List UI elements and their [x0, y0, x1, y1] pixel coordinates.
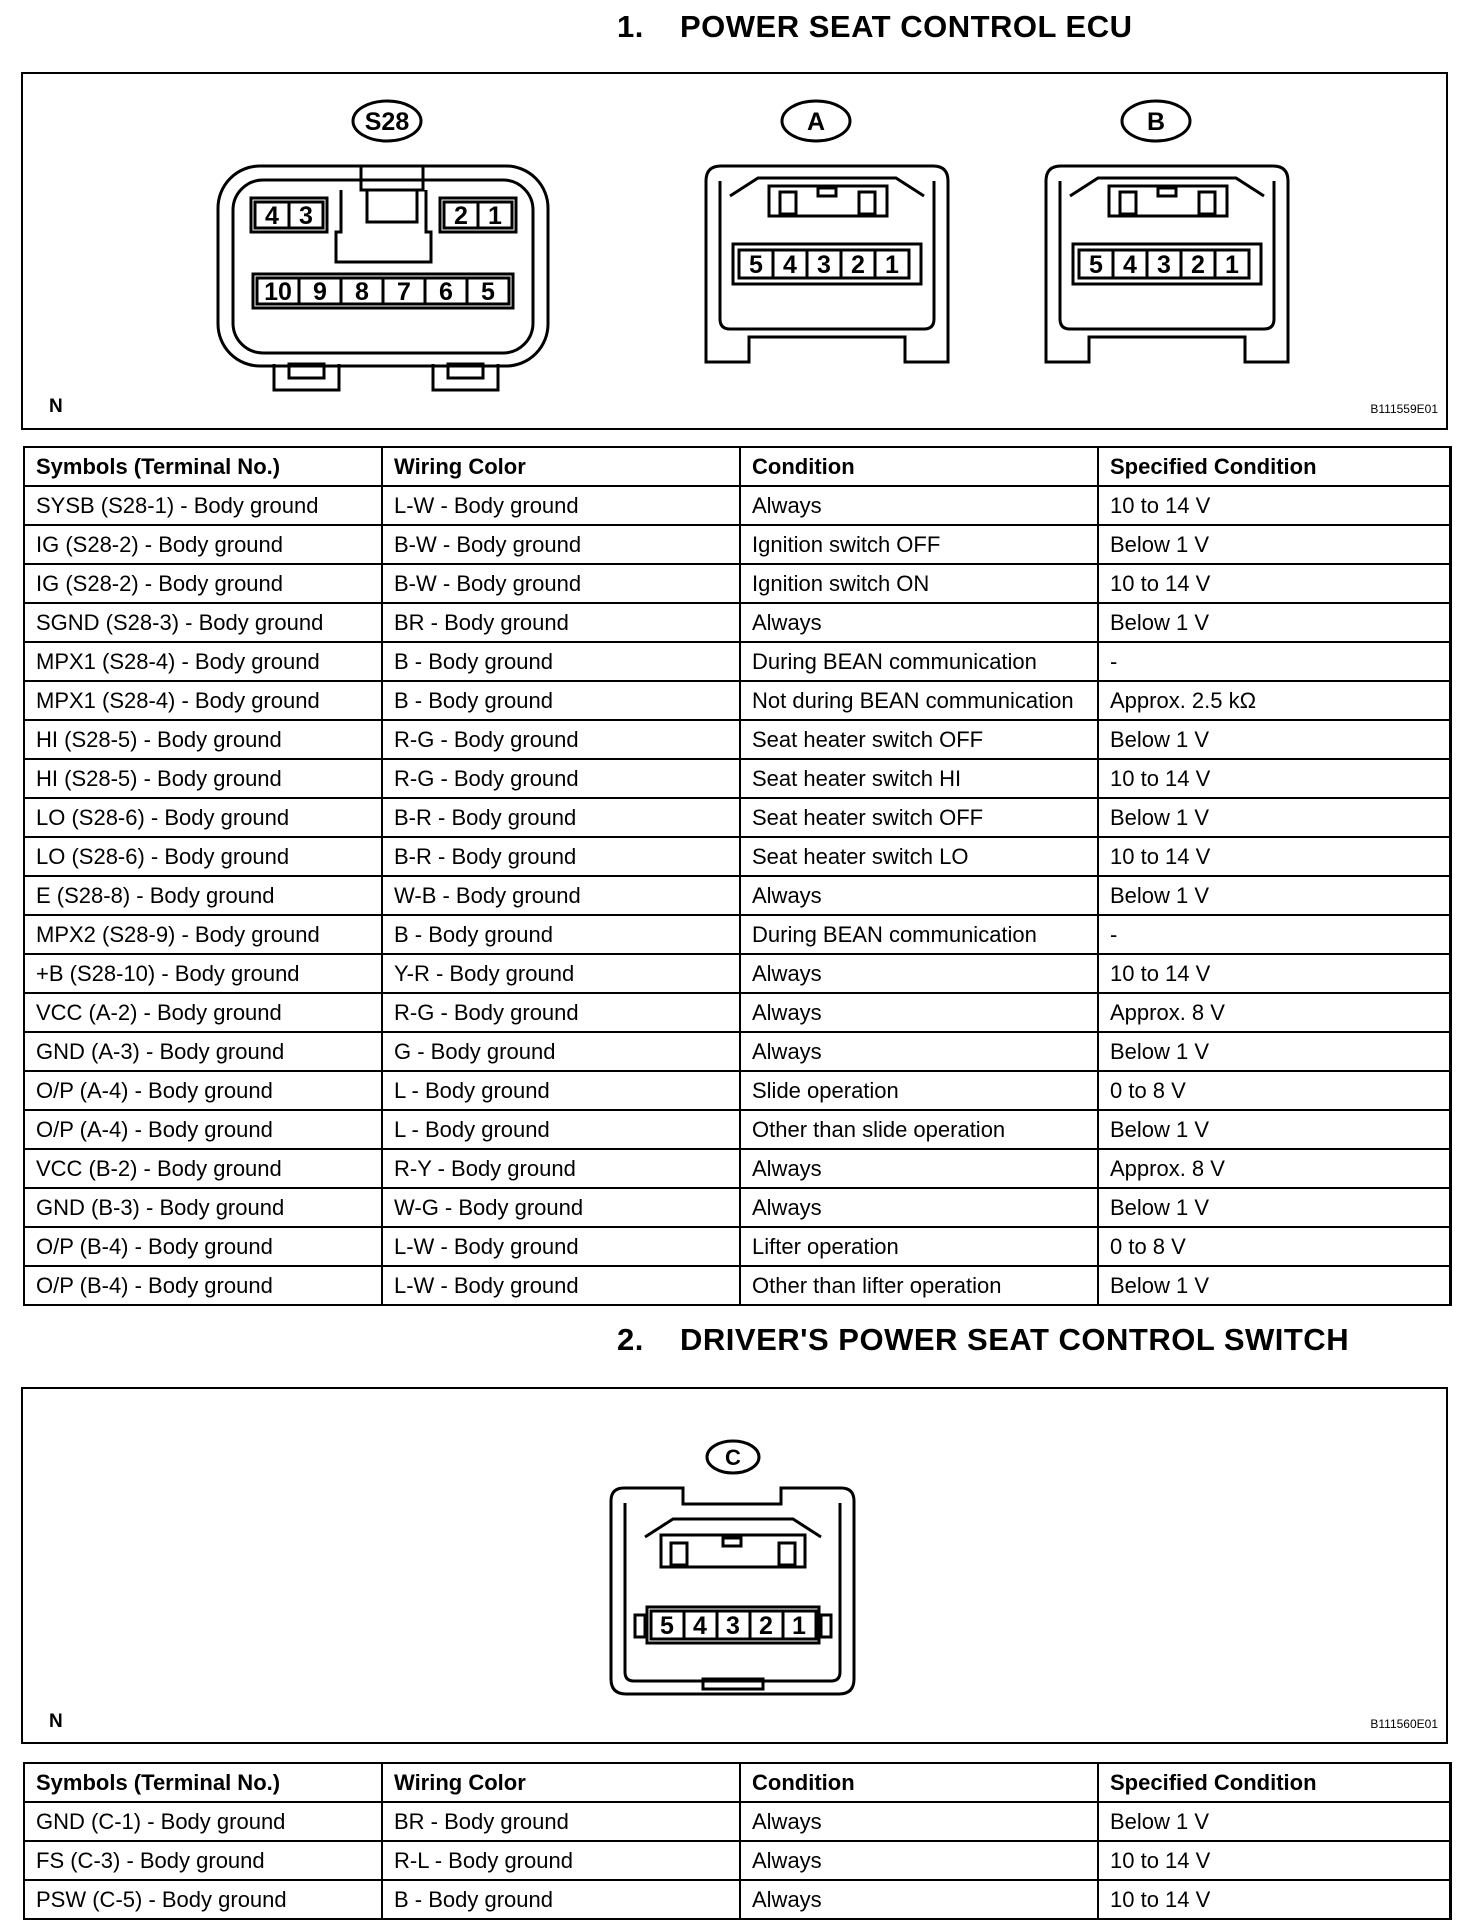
column-header: Condition [740, 1763, 1098, 1802]
table-row [24, 876, 1450, 915]
connector-s28-label: S28 [364, 108, 410, 136]
table-row [24, 759, 1450, 798]
wiring-color-cell: L - Body ground [382, 1110, 740, 1149]
connector-b-pin: 2 [1191, 251, 1205, 279]
specified-condition-cell: Below 1 V [1098, 1110, 1450, 1149]
symbol-cell: O/P (A-4) - Body ground [24, 1071, 382, 1110]
orientation-mark: N [49, 396, 63, 417]
condition-cell: Ignition switch OFF [740, 525, 1098, 564]
condition-cell: Not during BEAN communication [740, 681, 1098, 720]
table-row [24, 993, 1450, 1032]
column-header: Symbols (Terminal No.) [24, 447, 382, 486]
table-row [24, 681, 1450, 720]
connector-s28-pin: 8 [355, 278, 369, 306]
specified-condition-cell: Below 1 V [1098, 876, 1450, 915]
wiring-color-cell: BR - Body ground [382, 603, 740, 642]
wiring-color-cell: L-W - Body ground [382, 1227, 740, 1266]
connector-diagram-ecu-drawing [23, 74, 1450, 432]
condition-cell: Always [740, 1032, 1098, 1071]
figure-id: B111560E01 [1370, 1717, 1438, 1731]
connector-s28-pin: 2 [454, 202, 468, 230]
condition-cell: Seat heater switch OFF [740, 720, 1098, 759]
connector-diagram-ecu [21, 72, 1448, 430]
switch-terminal-table [23, 1762, 1452, 1920]
specified-condition-cell: Approx. 8 V [1098, 1149, 1450, 1188]
condition-cell: Always [740, 954, 1098, 993]
connector-b-pin: 4 [1123, 251, 1137, 279]
wiring-color-cell: R-G - Body ground [382, 993, 740, 1032]
symbol-cell: O/P (B-4) - Body ground [24, 1266, 382, 1305]
connector-s28-pin: 1 [488, 202, 502, 230]
connector-c-pin: 3 [726, 1612, 740, 1640]
specified-condition-cell: 0 to 8 V [1098, 1227, 1450, 1266]
symbol-cell: HI (S28-5) - Body ground [24, 759, 382, 798]
section-2-number: 2. [617, 1322, 644, 1357]
symbol-cell: MPX1 (S28-4) - Body ground [24, 681, 382, 720]
condition-cell: Other than lifter operation [740, 1266, 1098, 1305]
wiring-color-cell: R-L - Body ground [382, 1841, 740, 1880]
wiring-color-cell: W-G - Body ground [382, 1188, 740, 1227]
table-row [24, 1149, 1450, 1188]
specified-condition-cell: 10 to 14 V [1098, 486, 1450, 525]
symbol-cell: IG (S28-2) - Body ground [24, 525, 382, 564]
table-row [24, 1071, 1450, 1110]
table-row [24, 1188, 1450, 1227]
symbol-cell: SGND (S28-3) - Body ground [24, 603, 382, 642]
specified-condition-cell: 10 to 14 V [1098, 837, 1450, 876]
specified-condition-cell: Approx. 2.5 kΩ [1098, 681, 1450, 720]
table-row [24, 720, 1450, 759]
wiring-color-cell: B-R - Body ground [382, 798, 740, 837]
connector-c-pin: 5 [660, 1612, 674, 1640]
wiring-color-cell: G - Body ground [382, 1032, 740, 1071]
connector-s28-pin: 5 [481, 278, 495, 306]
specified-condition-cell: - [1098, 915, 1450, 954]
wiring-color-cell: R-G - Body ground [382, 720, 740, 759]
symbol-cell: IG (S28-2) - Body ground [24, 564, 382, 603]
condition-cell: Slide operation [740, 1071, 1098, 1110]
table-header-row [24, 447, 1450, 486]
connector-a-pin: 4 [783, 251, 797, 279]
connector-c-pin: 4 [693, 1612, 707, 1640]
condition-cell: Other than slide operation [740, 1110, 1098, 1149]
wiring-color-cell: Y-R - Body ground [382, 954, 740, 993]
connector-diagram-switch [21, 1387, 1448, 1744]
specified-condition-cell: 10 to 14 V [1098, 1841, 1450, 1880]
connector-diagram-switch-drawing [23, 1389, 1450, 1746]
connector-s28-pin: 7 [397, 278, 411, 306]
column-header: Wiring Color [382, 447, 740, 486]
table-row [24, 1227, 1450, 1266]
figure-id: B111559E01 [1370, 402, 1438, 416]
column-header: Condition [740, 447, 1098, 486]
connector-a-label: A [806, 108, 826, 136]
connector-c-drawing [611, 1441, 854, 1694]
section-1-title: POWER SEAT CONTROL ECU [680, 9, 1133, 44]
section-2-title: DRIVER'S POWER SEAT CONTROL SWITCH [680, 1322, 1350, 1357]
condition-cell: During BEAN communication [740, 915, 1098, 954]
condition-cell: Seat heater switch LO [740, 837, 1098, 876]
wiring-color-cell: B-W - Body ground [382, 564, 740, 603]
condition-cell: Always [740, 1188, 1098, 1227]
symbol-cell: GND (B-3) - Body ground [24, 1188, 382, 1227]
specified-condition-cell: Below 1 V [1098, 603, 1450, 642]
condition-cell: Lifter operation [740, 1227, 1098, 1266]
table-header-row [24, 1763, 1450, 1802]
connector-b-label: B [1146, 108, 1166, 136]
connector-b-drawing [1046, 101, 1288, 362]
connector-a-pin: 5 [749, 251, 763, 279]
table-row [24, 1110, 1450, 1149]
connector-s28-pin: 3 [299, 202, 313, 230]
condition-cell: Always [740, 993, 1098, 1032]
connector-a-pin: 3 [817, 251, 831, 279]
table-row [24, 837, 1450, 876]
orientation-mark: N [49, 1711, 63, 1732]
section-1-number: 1. [617, 9, 644, 44]
specified-condition-cell: 10 to 14 V [1098, 759, 1450, 798]
table-row [24, 798, 1450, 837]
wiring-color-cell: B-W - Body ground [382, 525, 740, 564]
table-row [24, 603, 1450, 642]
condition-cell: Ignition switch ON [740, 564, 1098, 603]
condition-cell: Seat heater switch OFF [740, 798, 1098, 837]
specified-condition-cell: Approx. 8 V [1098, 993, 1450, 1032]
wiring-color-cell: L-W - Body ground [382, 486, 740, 525]
specified-condition-cell: Below 1 V [1098, 1802, 1450, 1841]
column-header: Specified Condition [1098, 447, 1450, 486]
wiring-color-cell: R-G - Body ground [382, 759, 740, 798]
specified-condition-cell: 10 to 14 V [1098, 1880, 1450, 1919]
symbol-cell: O/P (A-4) - Body ground [24, 1110, 382, 1149]
connector-s28-pin: 9 [313, 278, 327, 306]
connector-s28-housing [218, 166, 548, 366]
connector-a-pin: 1 [885, 251, 899, 279]
connector-b-pin: 1 [1225, 251, 1239, 279]
wiring-color-cell: B-R - Body ground [382, 837, 740, 876]
specified-condition-cell: - [1098, 642, 1450, 681]
symbol-cell: PSW (C-5) - Body ground [24, 1880, 382, 1919]
specified-condition-cell: Below 1 V [1098, 1266, 1450, 1305]
wiring-color-cell: B - Body ground [382, 642, 740, 681]
condition-cell: Always [740, 486, 1098, 525]
table-row [24, 915, 1450, 954]
specified-condition-cell: 10 to 14 V [1098, 564, 1450, 603]
table-row [24, 1802, 1450, 1841]
connector-s28-pins [255, 202, 512, 304]
connector-b-pin: 5 [1089, 251, 1103, 279]
condition-cell: Always [740, 1149, 1098, 1188]
symbol-cell: VCC (B-2) - Body ground [24, 1149, 382, 1188]
symbol-cell: SYSB (S28-1) - Body ground [24, 486, 382, 525]
table-row [24, 1266, 1450, 1305]
connector-c-pin: 1 [792, 1612, 806, 1640]
wiring-color-cell: B - Body ground [382, 681, 740, 720]
symbol-cell: GND (A-3) - Body ground [24, 1032, 382, 1071]
wiring-color-cell: R-Y - Body ground [382, 1149, 740, 1188]
connector-c-pin: 2 [759, 1612, 773, 1640]
symbol-cell: FS (C-3) - Body ground [24, 1841, 382, 1880]
section-2-heading [617, 1322, 1349, 1358]
table-row [24, 954, 1450, 993]
table-row [24, 1880, 1450, 1919]
table-row [24, 1841, 1450, 1880]
condition-cell: Always [740, 1880, 1098, 1919]
symbol-cell: MPX2 (S28-9) - Body ground [24, 915, 382, 954]
specified-condition-cell: Below 1 V [1098, 720, 1450, 759]
connector-a-pin: 2 [851, 251, 865, 279]
condition-cell: Always [740, 876, 1098, 915]
section-1-heading [617, 9, 1132, 45]
condition-cell: Always [740, 1841, 1098, 1880]
column-header: Specified Condition [1098, 1763, 1450, 1802]
specified-condition-cell: Below 1 V [1098, 525, 1450, 564]
condition-cell: Seat heater switch HI [740, 759, 1098, 798]
ecu-terminal-table [23, 446, 1452, 1306]
specified-condition-cell: 10 to 14 V [1098, 954, 1450, 993]
wiring-color-cell: B - Body ground [382, 1880, 740, 1919]
symbol-cell: E (S28-8) - Body ground [24, 876, 382, 915]
specified-condition-cell: Below 1 V [1098, 1188, 1450, 1227]
table-row [24, 564, 1450, 603]
table-row [24, 1032, 1450, 1071]
symbol-cell: HI (S28-5) - Body ground [24, 720, 382, 759]
condition-cell: Always [740, 1802, 1098, 1841]
symbol-cell: VCC (A-2) - Body ground [24, 993, 382, 1032]
wiring-color-cell: W-B - Body ground [382, 876, 740, 915]
symbol-cell: O/P (B-4) - Body ground [24, 1227, 382, 1266]
wiring-color-cell: L-W - Body ground [382, 1266, 740, 1305]
connector-c-label: C [725, 1445, 741, 1470]
column-header: Wiring Color [382, 1763, 740, 1802]
specified-condition-cell: 0 to 8 V [1098, 1071, 1450, 1110]
symbol-cell: GND (C-1) - Body ground [24, 1802, 382, 1841]
specified-condition-cell: Below 1 V [1098, 1032, 1450, 1071]
connector-s28-pin: 4 [265, 202, 279, 230]
wiring-color-cell: B - Body ground [382, 915, 740, 954]
symbol-cell: MPX1 (S28-4) - Body ground [24, 642, 382, 681]
symbol-cell: LO (S28-6) - Body ground [24, 837, 382, 876]
specified-condition-cell: Below 1 V [1098, 798, 1450, 837]
symbol-cell: +B (S28-10) - Body ground [24, 954, 382, 993]
connector-s28-pin: 10 [264, 278, 292, 306]
table-row [24, 642, 1450, 681]
wiring-color-cell: L - Body ground [382, 1071, 740, 1110]
connector-b-pin: 3 [1157, 251, 1171, 279]
table-row [24, 486, 1450, 525]
connector-s28-pin: 6 [439, 278, 453, 306]
condition-cell: Always [740, 603, 1098, 642]
wiring-color-cell: BR - Body ground [382, 1802, 740, 1841]
table-row [24, 525, 1450, 564]
column-header: Symbols (Terminal No.) [24, 1763, 382, 1802]
connector-a-drawing [706, 101, 948, 362]
condition-cell: During BEAN communication [740, 642, 1098, 681]
symbol-cell: LO (S28-6) - Body ground [24, 798, 382, 837]
